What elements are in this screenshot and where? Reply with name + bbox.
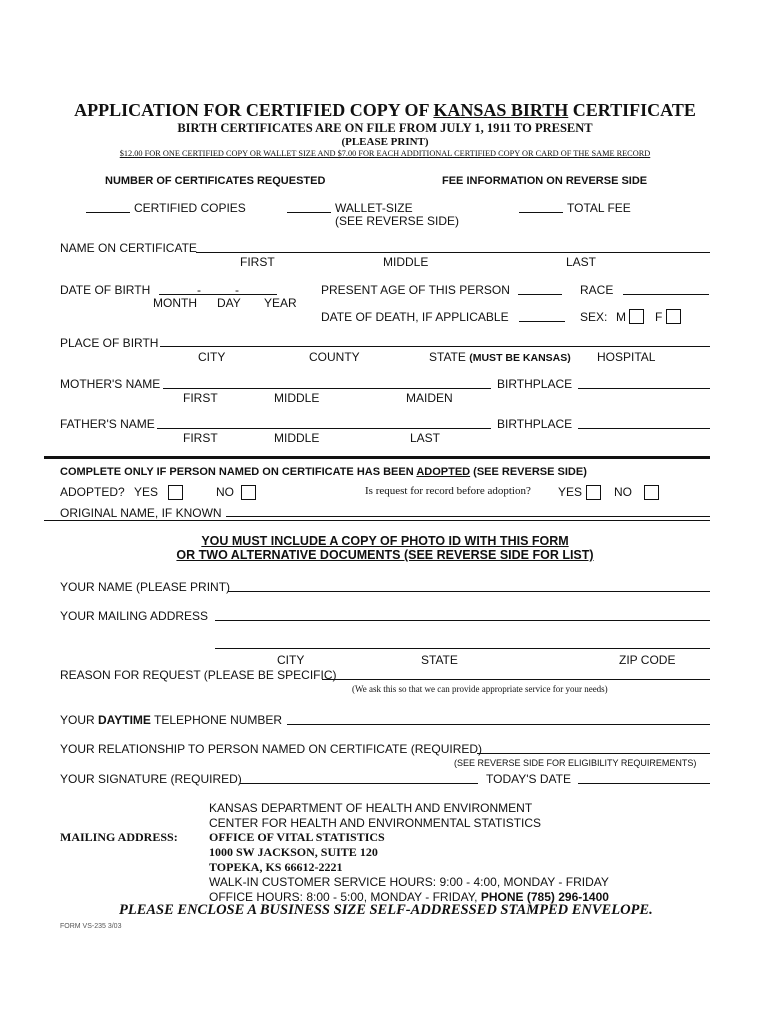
- address-state-caption: STATE: [421, 653, 458, 667]
- fee-line: $12.00 FOR ONE CERTIFIED COPY OR WALLET SIZE AND $7.00 FOR EACH ADDITIONAL CERTIFIED COPY OR CARD OF THE SAME RECORD: [119, 149, 651, 158]
- fathers-name-field[interactable]: [157, 428, 491, 429]
- before-adoption-no-label: NO: [614, 485, 632, 499]
- form-number: FORM VS-235 3/03: [60, 923, 122, 930]
- signature-label: YOUR SIGNATURE (REQUIRED): [60, 772, 242, 786]
- adopted-yes-checkbox[interactable]: [168, 485, 183, 500]
- adoption-heading-suffix: (SEE REVERSE SIDE): [473, 466, 587, 478]
- see-reverse-note: (SEE REVERSE SIDE): [335, 214, 460, 228]
- mothers-name-label: MOTHER'S NAME: [60, 377, 161, 391]
- total-fee-field[interactable]: [519, 212, 563, 213]
- reason-label: REASON FOR REQUEST (PLEASE BE SPECIFIC): [60, 668, 337, 682]
- adoption-top-rule: [44, 456, 710, 459]
- kdhe-line: KANSAS DEPARTMENT OF HEALTH AND ENVIRONMENT: [209, 801, 533, 815]
- mother-first-caption: FIRST: [183, 391, 218, 405]
- sex-m-label: M: [616, 310, 626, 324]
- fathers-name-label: FATHER'S NAME: [60, 417, 155, 431]
- mothers-name-field[interactable]: [163, 388, 491, 389]
- reason-field[interactable]: [322, 679, 710, 680]
- total-fee-label: TOTAL FEE: [567, 201, 631, 215]
- title-underlined: KANSAS BIRTH: [433, 100, 569, 120]
- before-adoption-no-checkbox[interactable]: [644, 485, 659, 500]
- mailing-address-label: YOUR MAILING ADDRESS: [60, 609, 209, 623]
- original-name-label: ORIGINAL NAME, IF KNOWN: [60, 506, 222, 520]
- adopted-yes-label: YES: [134, 485, 159, 499]
- pob-state-caption: [429, 350, 571, 364]
- sex-f-label: F: [655, 310, 663, 324]
- must-be-kansas: (MUST BE KANSAS): [469, 352, 571, 364]
- wallet-size-field[interactable]: [287, 212, 331, 213]
- office-hours-text: OFFICE HOURS: 8:00 - 5:00, MONDAY - FRIDAY,: [209, 890, 478, 904]
- mailing-address-line-2[interactable]: [215, 648, 710, 649]
- pob-state-text: STATE: [429, 350, 466, 364]
- relationship-note: (SEE REVERSE SIDE FOR ELIGIBILITY REQUIREMENTS): [454, 758, 697, 768]
- number-requested-label: NUMBER OF CERTIFICATES REQUESTED: [105, 175, 326, 187]
- photo-id-notice-1: YOU MUST INCLUDE A COPY OF PHOTO ID WITH THIS FORM: [201, 534, 569, 548]
- before-adoption-question: Is request for record before adoption?: [365, 485, 531, 497]
- sex-label: SEX:: [580, 310, 608, 324]
- address-zip-caption: ZIP CODE: [619, 653, 676, 667]
- dob-dash-1: -: [197, 283, 201, 297]
- your-name-field[interactable]: [228, 591, 710, 592]
- certified-copies-label: CERTIFIED COPIES: [134, 201, 246, 215]
- mailing-address-heading: MAILING ADDRESS:: [60, 830, 178, 844]
- phone-label-prefix: YOUR: [60, 713, 95, 727]
- office-line: OFFICE OF VITAL STATISTICS: [209, 830, 385, 844]
- reason-note: (We ask this so that we can provide appropriate service for your needs): [352, 684, 608, 694]
- subtitle: BIRTH CERTIFICATES ARE ON FILE FROM JULY 1, 1911 TO PRESENT: [177, 121, 593, 135]
- wallet-size-label: WALLET-SIZE: [335, 201, 413, 215]
- cert-first-caption: FIRST: [240, 255, 275, 269]
- mother-birthplace-label: BIRTHPLACE: [497, 377, 573, 391]
- phone-label: [60, 713, 282, 727]
- sex-f-checkbox[interactable]: [666, 309, 681, 324]
- father-last-caption: LAST: [410, 431, 441, 445]
- present-age-label: PRESENT AGE OF THIS PERSON: [321, 283, 510, 297]
- fee-info-label: FEE INFORMATION ON REVERSE SIDE: [442, 175, 648, 187]
- phone-field[interactable]: [287, 724, 710, 725]
- father-birthplace-field[interactable]: [578, 428, 710, 429]
- name-on-certificate-field[interactable]: [196, 252, 710, 253]
- race-field[interactable]: [623, 294, 709, 295]
- date-of-death-field[interactable]: [519, 321, 565, 322]
- date-of-death-label: DATE OF DEATH, IF APPLICABLE: [321, 310, 509, 324]
- sex-m-checkbox[interactable]: [629, 309, 644, 324]
- relationship-field[interactable]: [477, 753, 710, 754]
- phone-number: PHONE (785) 296-1400: [480, 890, 609, 904]
- title-suffix: CERTIFICATE: [572, 100, 696, 120]
- pob-county-caption: COUNTY: [309, 350, 360, 364]
- envelope-notice: PLEASE ENCLOSE A BUSINESS SIZE SELF-ADDRESSED STAMPED ENVELOPE.: [119, 902, 653, 918]
- walk-in-hours: WALK-IN CUSTOMER SERVICE HOURS: 9:00 - 4:00, MONDAY - FRIDAY: [209, 875, 609, 889]
- father-middle-caption: MIDDLE: [274, 431, 320, 445]
- before-adoption-yes-checkbox[interactable]: [586, 485, 601, 500]
- todays-date-label: TODAY'S DATE: [486, 772, 571, 786]
- adopted-no-checkbox[interactable]: [241, 485, 256, 500]
- adoption-heading-prefix: COMPLETE ONLY IF PERSON NAMED ON CERTIFICATE HAS BEEN: [60, 466, 414, 478]
- phone-label-bold: DAYTIME: [98, 713, 151, 727]
- certified-copies-field[interactable]: [86, 212, 130, 213]
- please-print: (PLEASE PRINT): [341, 136, 429, 148]
- form-title: [0, 100, 770, 121]
- signature-field[interactable]: [240, 783, 478, 784]
- present-age-field[interactable]: [518, 294, 562, 295]
- race-label: RACE: [580, 283, 614, 297]
- mother-birthplace-field[interactable]: [578, 388, 710, 389]
- city-zip-line: TOPEKA, KS 66612-2221: [209, 860, 343, 874]
- father-first-caption: FIRST: [183, 431, 218, 445]
- your-name-label: YOUR NAME (PLEASE PRINT): [60, 580, 231, 594]
- street-line: 1000 SW JACKSON, SUITE 120: [209, 845, 378, 859]
- dob-dash-2: -: [235, 283, 239, 297]
- title-prefix: APPLICATION FOR CERTIFIED COPY OF: [74, 100, 429, 120]
- adoption-bottom-rule: [44, 520, 710, 521]
- todays-date-field[interactable]: [578, 783, 710, 784]
- adoption-heading: [60, 466, 587, 478]
- place-of-birth-field[interactable]: [160, 346, 710, 347]
- address-city-caption: CITY: [277, 653, 305, 667]
- name-on-certificate-label: NAME ON CERTIFICATE: [60, 241, 197, 255]
- mother-middle-caption: MIDDLE: [274, 391, 320, 405]
- cert-last-caption: LAST: [566, 255, 597, 269]
- dob-year-caption: YEAR: [264, 296, 297, 310]
- dob-label: DATE OF BIRTH: [60, 283, 151, 297]
- adoption-heading-underlined: ADOPTED: [416, 466, 471, 478]
- mother-maiden-caption: MAIDEN: [406, 391, 453, 405]
- cert-middle-caption: MIDDLE: [383, 255, 429, 269]
- pob-city-caption: CITY: [198, 350, 226, 364]
- adopted-no-label: NO: [216, 485, 234, 499]
- relationship-label: YOUR RELATIONSHIP TO PERSON NAMED ON CERTIFICATE (REQUIRED): [60, 742, 483, 756]
- original-name-field[interactable]: [226, 516, 710, 517]
- place-of-birth-label: PLACE OF BIRTH: [60, 336, 159, 350]
- adopted-question: ADOPTED?: [60, 485, 125, 499]
- dob-field[interactable]: [159, 294, 277, 295]
- mailing-address-field[interactable]: [215, 620, 710, 621]
- before-adoption-yes-label: YES: [558, 485, 583, 499]
- dob-day-caption: DAY: [217, 296, 241, 310]
- dob-month-caption: MONTH: [153, 296, 197, 310]
- father-birthplace-label: BIRTHPLACE: [497, 417, 573, 431]
- phone-label-suffix: TELEPHONE NUMBER: [154, 713, 283, 727]
- center-line: CENTER FOR HEALTH AND ENVIRONMENTAL STATISTICS: [209, 816, 542, 830]
- photo-id-notice-2: OR TWO ALTERNATIVE DOCUMENTS (SEE REVERSE SIDE FOR LIST): [176, 548, 594, 562]
- pob-hospital-caption: HOSPITAL: [597, 350, 656, 364]
